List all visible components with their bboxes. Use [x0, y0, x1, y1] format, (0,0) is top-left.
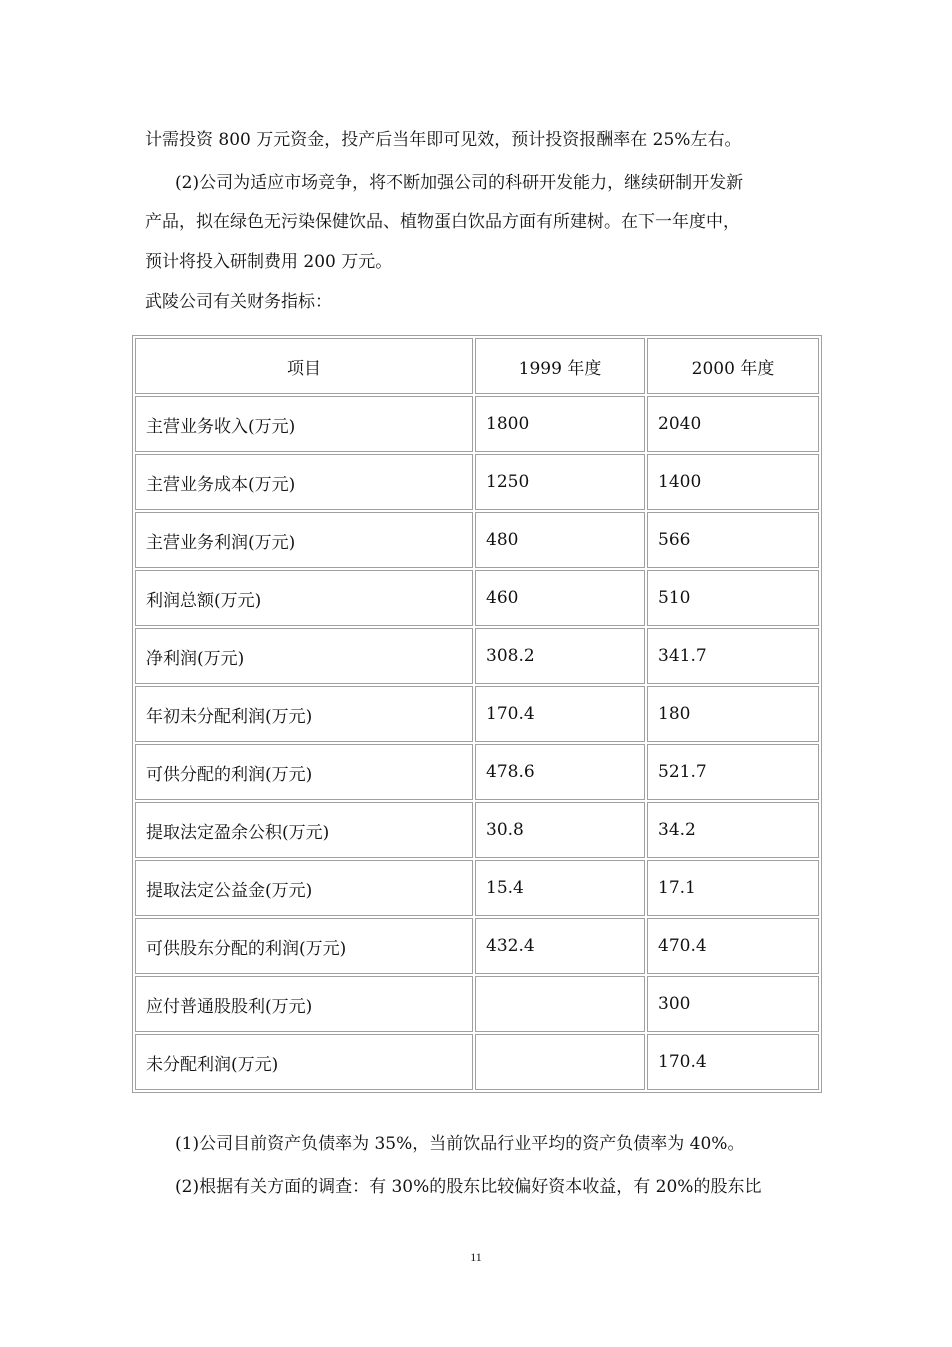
- table-row: [135, 628, 819, 684]
- value-2000: 34.2: [647, 802, 819, 858]
- value-1999: [475, 1034, 645, 1090]
- value-1999: 30.8: [475, 802, 645, 858]
- table-row: [135, 1034, 819, 1090]
- table-row: [135, 744, 819, 800]
- value-1999: 15.4: [475, 860, 645, 916]
- value-2000: 341.7: [647, 628, 819, 684]
- value-1999: 1800: [475, 396, 645, 452]
- value-2000: 566: [647, 512, 819, 568]
- paragraph-line: 预计将投入研制费用 200 万元。: [145, 252, 393, 272]
- value-2000: 300: [647, 976, 819, 1032]
- table-row: [135, 802, 819, 858]
- value-2000: 170.4: [647, 1034, 819, 1090]
- table-row: [135, 860, 819, 916]
- table-row: [135, 976, 819, 1032]
- row-label: 利润总额(万元): [135, 570, 473, 626]
- row-label: 应付普通股股利(万元): [135, 976, 473, 1032]
- row-label: 主营业务成本(万元): [135, 454, 473, 510]
- value-2000: 2040: [647, 396, 819, 452]
- paragraph-line: 计需投资 800 万元资金，投产后当年即可见效，预计投资报酬率在 25%左右。: [145, 130, 742, 150]
- row-label: 净利润(万元): [135, 628, 473, 684]
- row-label: 未分配利润(万元): [135, 1034, 473, 1090]
- value-2000: 521.7: [647, 744, 819, 800]
- row-label: 主营业务收入(万元): [135, 396, 473, 452]
- value-2000: 470.4: [647, 918, 819, 974]
- table-row: [135, 396, 819, 452]
- value-1999: 170.4: [475, 686, 645, 742]
- row-label: 可供分配的利润(万元): [135, 744, 473, 800]
- table-row: [135, 918, 819, 974]
- table-header-row: [135, 338, 819, 394]
- row-label: 主营业务利润(万元): [135, 512, 473, 568]
- paragraph-line: (1)公司目前资产负债率为 35%，当前饮品行业平均的资产负债率为 40%。: [175, 1134, 745, 1154]
- table-row: [135, 454, 819, 510]
- row-label: 可供股东分配的利润(万元): [135, 918, 473, 974]
- paragraph-line: (2)根据有关方面的调查：有 30%的股东比较偏好资本收益，有 20%的股东比: [175, 1177, 762, 1197]
- page-number: 11: [470, 1250, 482, 1264]
- value-1999: 460: [475, 570, 645, 626]
- header-2000: 2000 年度: [647, 338, 819, 394]
- value-2000: 510: [647, 570, 819, 626]
- financial-indicators-table: [132, 335, 822, 1093]
- value-1999: 480: [475, 512, 645, 568]
- table-row: [135, 512, 819, 568]
- row-label: 年初未分配利润(万元): [135, 686, 473, 742]
- value-1999: 432.4: [475, 918, 645, 974]
- value-1999: 478.6: [475, 744, 645, 800]
- paragraph-line: (2)公司为适应市场竞争，将不断加强公司的科研开发能力，继续研制开发新: [175, 173, 744, 193]
- value-2000: 180: [647, 686, 819, 742]
- header-item: 项目: [135, 338, 473, 394]
- value-2000: 1400: [647, 454, 819, 510]
- header-1999: 1999 年度: [475, 338, 645, 394]
- table-caption: 武陵公司有关财务指标：: [145, 292, 332, 312]
- table-row: [135, 686, 819, 742]
- value-1999: 308.2: [475, 628, 645, 684]
- value-1999: [475, 976, 645, 1032]
- paragraph-line: 产品，拟在绿色无污染保健饮品、植物蛋白饮品方面有所建树。在下一年度中，: [145, 212, 740, 232]
- value-1999: 1250: [475, 454, 645, 510]
- table-row: [135, 570, 819, 626]
- row-label: 提取法定公益金(万元): [135, 860, 473, 916]
- row-label: 提取法定盈余公积(万元): [135, 802, 473, 858]
- value-2000: 17.1: [647, 860, 819, 916]
